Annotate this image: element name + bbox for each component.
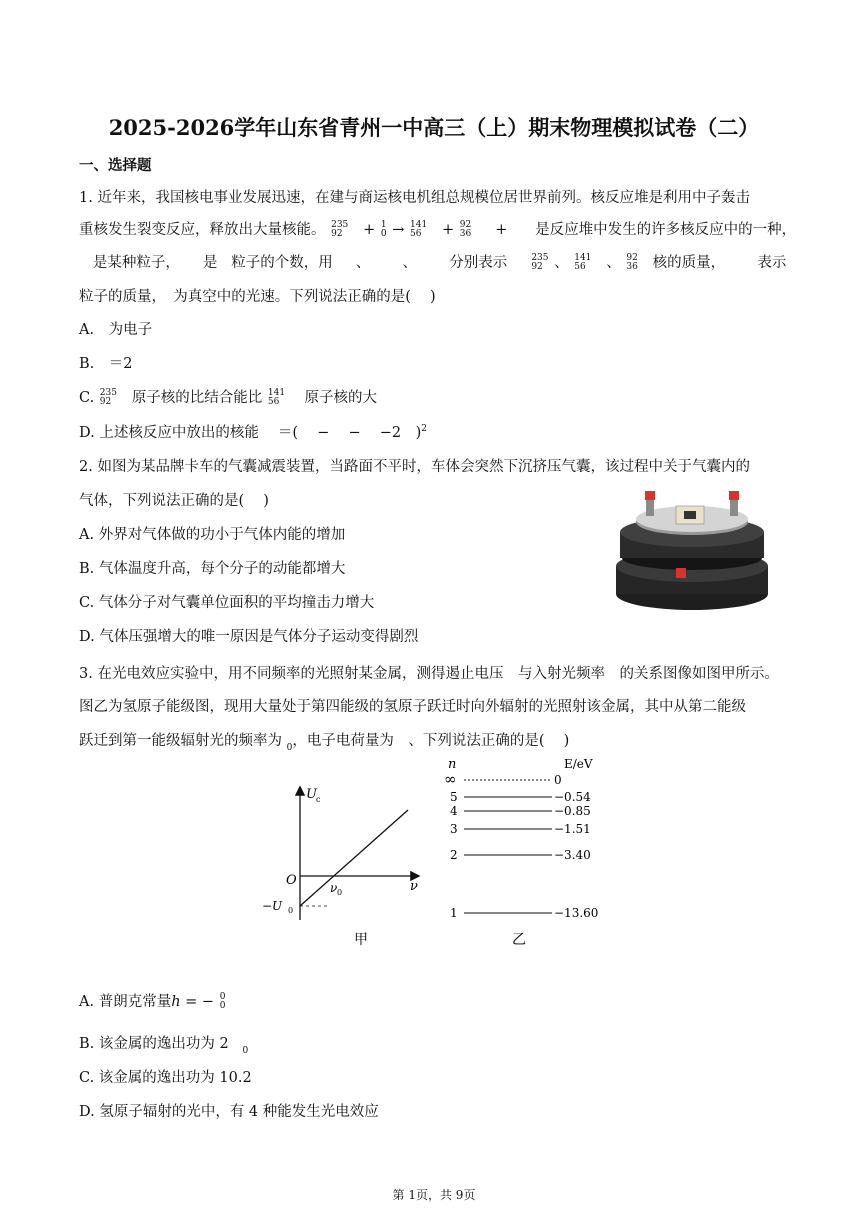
graph-yi-energy-levels: [440, 752, 620, 952]
level-n-label: ∞: [444, 770, 457, 788]
level-energy-label: −13.60: [554, 906, 599, 920]
page-title: 2025-2026学年山东省青州一中高三（上）期末物理模拟试卷（二）: [108, 115, 760, 140]
q1-line2: 重核发生裂变反应，释放出大量核能。 235 92 + 1 0 → 141 56 + 92 36 + 是反应堆中发生的许多核反应中的一种，: [79, 220, 797, 239]
q1-option-d[interactable]: D. 上述核反应中放出的核能 ＝( − − −2 )$^2$: [79, 424, 427, 441]
level-n-label: 3: [450, 822, 458, 836]
level-energy-label: −0.85: [554, 804, 591, 818]
uc-line: [300, 810, 408, 906]
y-axis-label: U: [306, 787, 317, 802]
q3-option-d[interactable]: D. 氢原子辐射的光中，有 4 种能发生光电效应: [79, 1104, 379, 1120]
q2-option-d[interactable]: D. 气体压强增大的唯一原因是气体分子运动变得剧烈: [79, 629, 419, 645]
svg-text:0: 0: [337, 888, 343, 897]
q1-line1: 1. 近年来，我国核电事业发展迅速，在建与商运核电机组总规模位居世界前列。核反应堆是利用中子轰击: [79, 190, 750, 206]
q3-option-b[interactable]: B. 该金属的逸出功为 2 $_0$: [79, 1036, 249, 1056]
level-n-label: 2: [450, 848, 458, 862]
q2-line2: 气体，下列说法正确的是( ): [79, 493, 269, 509]
q1-option-b[interactable]: B. ＝2: [79, 356, 133, 372]
level-n-label: 5: [450, 790, 458, 804]
q1-option-c[interactable]: C. 235 92 原子核的比结合能比 141 56 原子核的大: [79, 388, 378, 407]
neg-u0-label: −U: [262, 899, 283, 913]
airbag-image: [612, 486, 772, 614]
q3-option-c[interactable]: C. 该金属的逸出功为 10.2: [79, 1070, 252, 1086]
nu0-label: ν: [330, 881, 338, 895]
q3-option-a[interactable]: A. 普朗克常量h = − 0 0: [79, 992, 226, 1011]
nuclide-ba141: 141 56: [410, 220, 428, 239]
q2-option-b[interactable]: B. 气体温度升高，每个分子的动能都增大: [79, 561, 346, 577]
nuclide-u235: 235 92: [331, 220, 349, 239]
q1-option-a[interactable]: A. 为电子: [79, 322, 153, 338]
level-energy-label: −1.51: [554, 822, 591, 836]
caption-jia: 甲: [354, 932, 368, 948]
q2-option-c[interactable]: C. 气体分子对气囊单位面积的平均撞击力增大: [79, 595, 375, 611]
q3-line1: 3. 在光电效应实验中，用不同频率的光照射某金属，测得遏止电压 与入射光频率 的关系图像如图甲所示。: [79, 666, 779, 682]
q2-line1: 2. 如图为某品牌卡车的气囊减震装置，当路面不平时，车体会突然下沉挤压气囊，该过程中关于气囊内的: [79, 459, 750, 475]
q3-line2: 图乙为氢原子能级图，现用大量处于第四能级的氢原子跃迁时向外辐射的光照射该金属，其中从第二能级: [79, 699, 746, 715]
page-footer: 第 1页，共 9页: [392, 1188, 476, 1202]
q1-line4: 粒子的质量， 为真空中的光速。下列说法正确的是( ): [79, 289, 436, 305]
x-axis-label: ν: [410, 879, 418, 894]
caption-yi: 乙: [512, 932, 526, 948]
energy-unit-label: E/eV: [564, 757, 593, 771]
section-heading: 一、选择题: [79, 157, 152, 174]
level-n-label: 1: [450, 906, 458, 920]
svg-text:0: 0: [288, 906, 294, 915]
level-energy-label: 0: [554, 773, 562, 787]
nuclide-neutron: 1 0: [380, 220, 387, 239]
level-energy-label: −0.54: [554, 790, 591, 804]
q1-line3: 是某种粒子， 是 粒子的个数，用 、 、 分别表示 235 92 、 141 56 、 92 36 核的质量， 表示: [92, 253, 787, 272]
q3-line3: 跃迁到第一能级辐射光的频率为 $_0$，电子电荷量为 、下列说法正确的是( ): [79, 733, 570, 753]
n-label: n: [448, 757, 457, 772]
level-n-label: 4: [450, 804, 458, 818]
graph-jia-stopping-voltage: [256, 780, 426, 950]
level-energy-label: −3.40: [554, 848, 591, 862]
svg-text:c: c: [316, 795, 321, 804]
q2-option-a[interactable]: A. 外界对气体做的功小于气体内能的增加: [79, 527, 346, 543]
nuclide-kr92: 92 36: [459, 220, 472, 239]
origin-label: O: [286, 873, 297, 888]
